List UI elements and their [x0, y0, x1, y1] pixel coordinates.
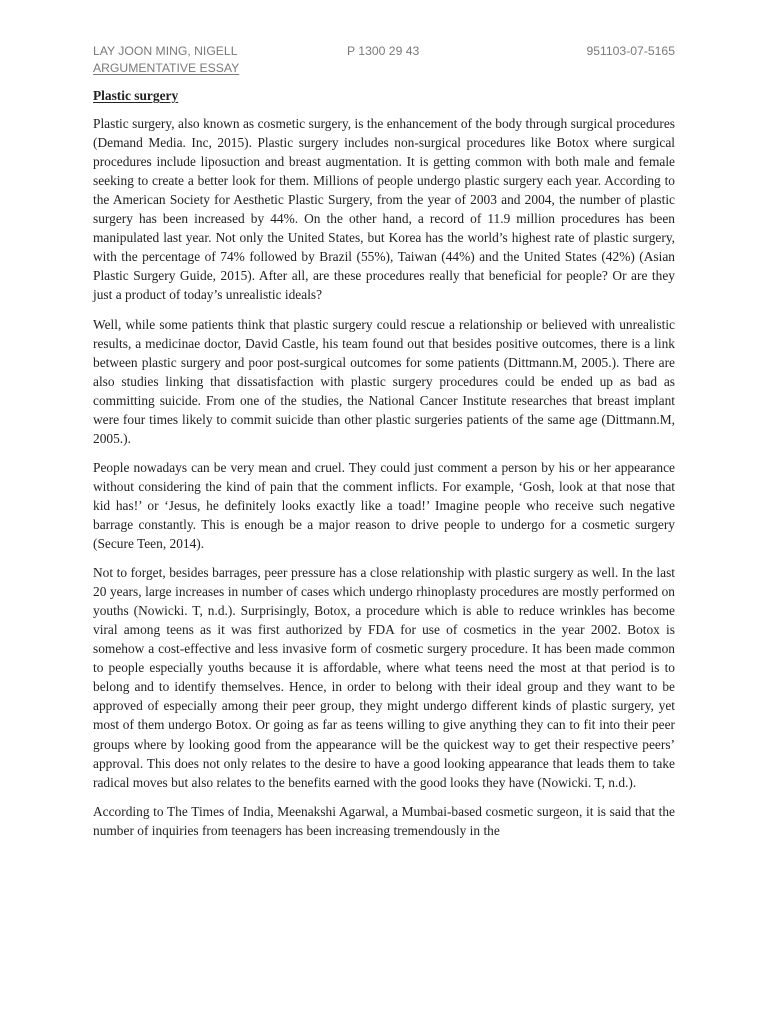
essay-body: [93, 86, 675, 850]
paragraph-5: According to The Times of India, Meenakshi Agarwal, a Mumbai-based cosmetic surgeon, it is said that the number of inquiries from teenagers has been increasing tremendously in the: [93, 803, 675, 838]
essay-title: Plastic surgery: [93, 88, 179, 103]
paragraph-4: Not to forget, besides barrages, peer pressure has a close relationship with plastic surgery as well. In the last 20 years, large increases in number of cases which undergo rhinoplasty procedures are mostly performed on youths (Nowicki. T, n.d.). Surprisingly, Botox, a procedure which is able to reduce wrinkles has become viral among teens as it was first authorized by FDA for use of cosmetics in the year 2002. Botox is somehow a cost-effective and less invasive form of cosmetic surgery procedure. It has been made common to people especially youths because it is affordable, where what teens need the most at that period is to belong and to identify themselves. Hence, in order to belong with their ideal group and they want to be approved of especially among their peer group, they might undergo different kinds of plastic surgery, yet most of them undergo Botox. Or going as far as teens willing to give anything they can to fit into their peer groups where by looking good from the appearance will be the quickest way to get their respective peers’ approval. This does not only relates to the desire to have a good looking appearance that leads them to take radical moves but also relates to the benefits earned with the good looks they have (Nowicki. T, n.d.).: [93, 565, 675, 790]
paragraph-2: Well, while some patients think that plastic surgery could rescue a relationship or believed with unrealistic results, a medicinae doctor, David Castle, his team found out that besides positive outcomes, there is a link between plastic surgery and poor post-surgical outcomes for some patients (Dittmann.M, 2005.). There are also studies linking that dissatisfaction with plastic surgery procedures could be ended up as bad as committing suicide. From one of the studies, the National Cancer Institute researches that breast implant were four times likely to commit suicide than other plastic surgeries patients of the same age (Dittmann.M, 2005.).: [93, 316, 675, 446]
author-name: LAY JOON MING, NIGELL: [93, 44, 238, 58]
paragraph-3: People nowadays can be very mean and cruel. They could just comment a person by his or her appearance without considering the kind of pain that the comment inflicts. For example, ‘Gosh, look at that nose that kid has!’ or ‘Jesus, he definitely looks exactly like a toad!’ Imagine people who receive such negative barrage constantly. This is enough be a major reason to drive people to undergo for a cosmetic surgery (Secure Teen, 2014).: [93, 459, 675, 552]
essay-type: ARGUMENTATIVE ESSAY: [93, 61, 240, 75]
header-subtitle-row: [93, 60, 675, 77]
paragraph-1: Plastic surgery, also known as cosmetic surgery, is the enhancement of the body through surgical procedures (Demand Media. Inc, 2015). Plastic surgery includes non-surgical procedures like Botox where surgical procedures include liposuction and breast augmentation. It is getting common with both male and female seeking to create a better look for them. Millions of people undergo plastic surgery each year. According to the American Society for Aesthetic Plastic Surgery, from the year of 2003 and 2004, the number of plastic surgery has been increased by 44%. On the other hand, a record of 11.9 million procedures has been manipulated last year. Not only the United States, but Korea has the world’s highest rate of plastic surgery, with the percentage of 74% followed by Brazil (55%), Taiwan (44%) and the United States (42%) (Asian Plastic Surgery Guide, 2015). After all, are these procedures really that beneficial for people? Or are they just a product of today’s unrealistic ideals?: [93, 116, 675, 303]
author-id-number: 951103-07-5165: [586, 44, 675, 58]
author-phone: P 1300 29 43: [347, 44, 420, 58]
header-row: [93, 43, 675, 60]
page-header: [93, 43, 675, 77]
